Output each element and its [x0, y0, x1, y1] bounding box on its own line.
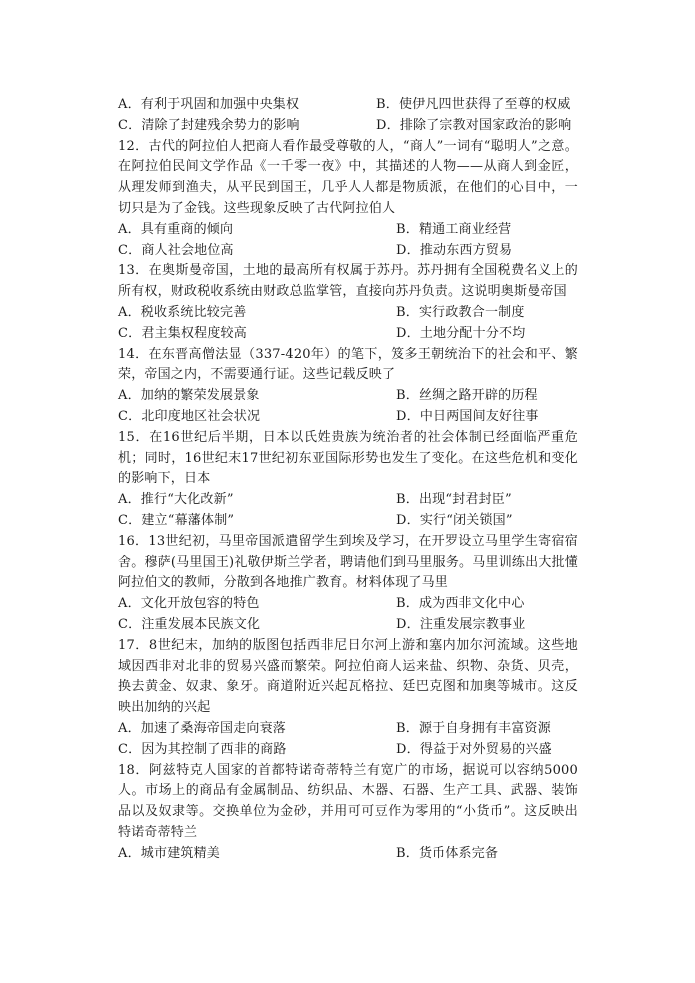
q16-option-c: C．注重发展本民族文化 — [118, 616, 261, 632]
q11-option-d: D．排除了宗教对国家政治的影响 — [376, 117, 572, 133]
q11-options — [118, 95, 578, 137]
q16-option-a: A．文化开放包容的特色 — [118, 596, 260, 612]
q12-option-d: D．推动东西方贸易 — [396, 242, 513, 258]
q17-option-a: A．加速了桑海帝国走向衰落 — [118, 720, 286, 736]
q12-stem: 12．古代的阿拉伯人把商人看作最受尊敬的人，“商人”一词有“聪明人”之意。在阿拉伯民间文学作品《一千零一夜》中，其描述的人物——从商人到金匠，从理发师到渔夫，从平民到国王，几乎人人都是物质派，在他们的心目中，一切只是为了金钱。这些现象反映了古代阿拉伯人 — [118, 138, 578, 216]
exam-page — [118, 95, 578, 864]
q12-option-a: A．具有重商的倾向 — [118, 221, 234, 237]
q13-options — [118, 303, 578, 345]
q17-options — [118, 719, 578, 761]
q17-option-d: D．得益于对外贸易的兴盛 — [396, 741, 552, 757]
q12-option-c: C．商人社会地位高 — [118, 242, 234, 258]
q17-option-b: B．源于自身拥有丰富资源 — [396, 720, 551, 736]
q14-option-b: B．丝绸之路开辟的历程 — [396, 388, 538, 404]
q18-stem: 18．阿兹特克人国家的首都特诺奇蒂特兰有宽广的市场，据说可以容纳5000人。市场上的商品有金属制品、纺织品、木器、石器、生产工具、武器、装饰品以及奴隶等。交换单位为金砂，并用可可豆作为零用的“小货币”。这反映出特诺奇蒂特兰 — [118, 762, 578, 840]
q14-options — [118, 386, 578, 428]
q15-option-a: A．推行“大化改新” — [118, 492, 234, 508]
q14-option-a: A．加纳的繁荣发展景象 — [118, 388, 260, 404]
q15-option-b: B．出现“封君封臣” — [396, 492, 512, 508]
q18-option-a: A．城市建筑精美 — [118, 845, 220, 861]
q12-options — [118, 220, 578, 262]
q13-option-d: D．土地分配十分不均 — [396, 325, 526, 341]
q13-stem: 13．在奥斯曼帝国，土地的最高所有权属于苏丹。苏丹拥有全国税费名义上的所有权，财政税收系统由财政总监掌管，直接向苏丹负责。这说明奥斯曼帝国 — [118, 263, 578, 300]
q13-option-c: C．君主集权程度较高 — [118, 325, 247, 341]
q15-options — [118, 490, 578, 532]
q11-option-b: B．使伊凡四世获得了至尊的权威 — [376, 97, 571, 112]
q11-option-a: A．有利于巩固和加强中央集权 — [118, 97, 300, 112]
q13-option-b: B．实行政教合一制度 — [396, 304, 525, 320]
q13-option-a: A．税收系统比较完善 — [118, 304, 247, 320]
q16-stem: 16．13世纪初，马里帝国派遣留学生到埃及学习，在开罗设立马里学生寄宿宿舍。穆萨(马里国王)礼敬伊斯兰学者，聘请他们到马里服务。马里训练出大批懂阿拉伯文的教师，分散到各地推广教育。材料体现了马里 — [118, 533, 578, 591]
q11-option-c: C．清除了封建残余势力的影响 — [118, 117, 300, 133]
q16-options — [118, 594, 578, 636]
q16-option-d: D．注重发展宗教事业 — [396, 616, 526, 632]
q15-option-d: D．实行“闭关锁国” — [396, 512, 513, 528]
q18-option-b: B．货币体系完备 — [396, 845, 499, 861]
q15-option-c: C．建立“幕藩体制” — [118, 512, 235, 528]
q17-option-c: C．因为其控制了西非的商路 — [118, 741, 287, 757]
q14-option-d: D．中日两国间友好往事 — [396, 408, 539, 424]
q17-stem: 17．8世纪末，加纳的版图包括西非尼日尔河上游和塞内加尔河流域。这些地域因西非对北非的贸易兴盛而繁荣。阿拉伯商人运来盐、织物、杂货、贝壳，换去黄金、奴隶、象牙。商道附近兴起瓦格拉、廷巴克图和加奥等城市。这反映出加纳的兴起 — [118, 637, 578, 716]
q16-option-b: B．成为西非文化中心 — [396, 596, 525, 612]
q14-option-c: C．北印度地区社会状况 — [118, 408, 261, 424]
q14-stem: 14．在东晋高僧法显（337-420年）的笔下，笈多王朝统治下的社会和平、繁荣，帝国之内，不需要通行证。这些记载反映了 — [118, 346, 578, 383]
q15-stem: 15．在16世纪后半期，日本以氏姓贵族为统治者的社会体制已经面临严重危机；同时，16世纪末17世纪初东亚国际形势也发生了变化。在这些危机和变化的影响下，日本 — [118, 429, 578, 487]
q12-option-b: B．精通工商业经营 — [396, 221, 512, 237]
q18-options — [118, 844, 578, 865]
